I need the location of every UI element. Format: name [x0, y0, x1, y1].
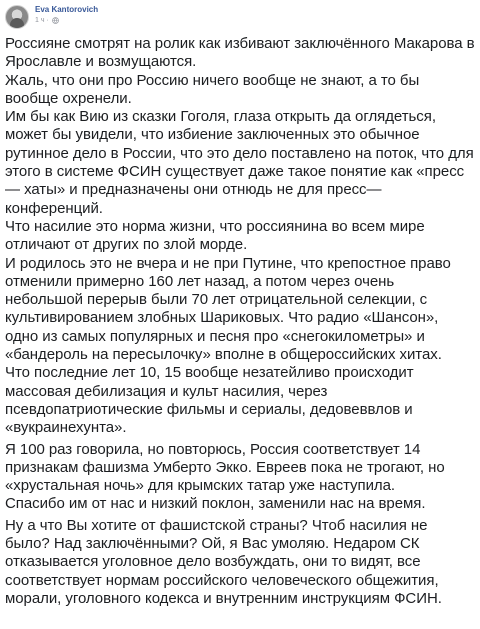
post-body: [5, 35, 475, 611]
post-paragraph-1: Россияне смотрят на ролик как избивают заключённого Макарова в Ярославле и возмущаются. Жаль, что они про Россию ничего вообще не знают, а то бы вообще охренели. Им бы как Вию из сказки Гоголя, глаза открыть да оглядеться, может бы увидели, что избиение заключенных это обычное рутинное дело в России, что это дело поставлено на поток, что для этого в системе ФСИН существует даже такое понятие как «пресс— хаты» и предназначены они отнюдь не для пресс— конференций. Что насилие это норма жизни, что россиянина во всем мире отличают от других по злой морде. И родилось это не вчера и не при Путине, что крепостное право отменили примерно 160 лет назад, а потом через очень небольшой перерыв были 70 лет отрицательной селекции, с культивированием злобных Шариковых. Что радио «Шансон», одно из самых популярных и песня про «снегокилометры» и «бандероль на пересылочку» вполне в общероссийских хитах. Что последние лет 10, 15 вообще незатейливо происходит массовая дебилизация и культ насилия, через псевдопатриотические фильмы и сериалы, дедовеввлов и «вукраинехунта».: [5, 35, 475, 437]
post-paragraph-3: Ну а что Вы хотите от фашистской страны? Чтоб насилия не было? Над заключёнными? Ой, я Вас умоляю. Недаром СК отказывается уголовное дело возбуждать, они то видят, все соответствует нормам российского человеческого общежития, морали, уголовного кодекса и внутренним инструкциям ФСИН.: [5, 516, 442, 607]
post-timestamp[interactable]: 1 ч ·: [35, 17, 49, 24]
post-subline: [35, 17, 98, 24]
post-meta: [35, 4, 98, 24]
post-paragraph-2: Я 100 раз говорила, но повторюсь, Россия соответствует 14 признакам фашизма Умберто Экко. Евреев пока не трогают, но «хрустальная ночь» для крымских татар уже наступила. Спасибо им от нас и низкий поклон, заменили нас на время.: [5, 440, 445, 513]
globe-icon: [52, 17, 59, 24]
author-avatar[interactable]: [5, 5, 29, 29]
post-header: [5, 4, 98, 34]
author-name[interactable]: Eva Kantorovich: [35, 5, 99, 14]
